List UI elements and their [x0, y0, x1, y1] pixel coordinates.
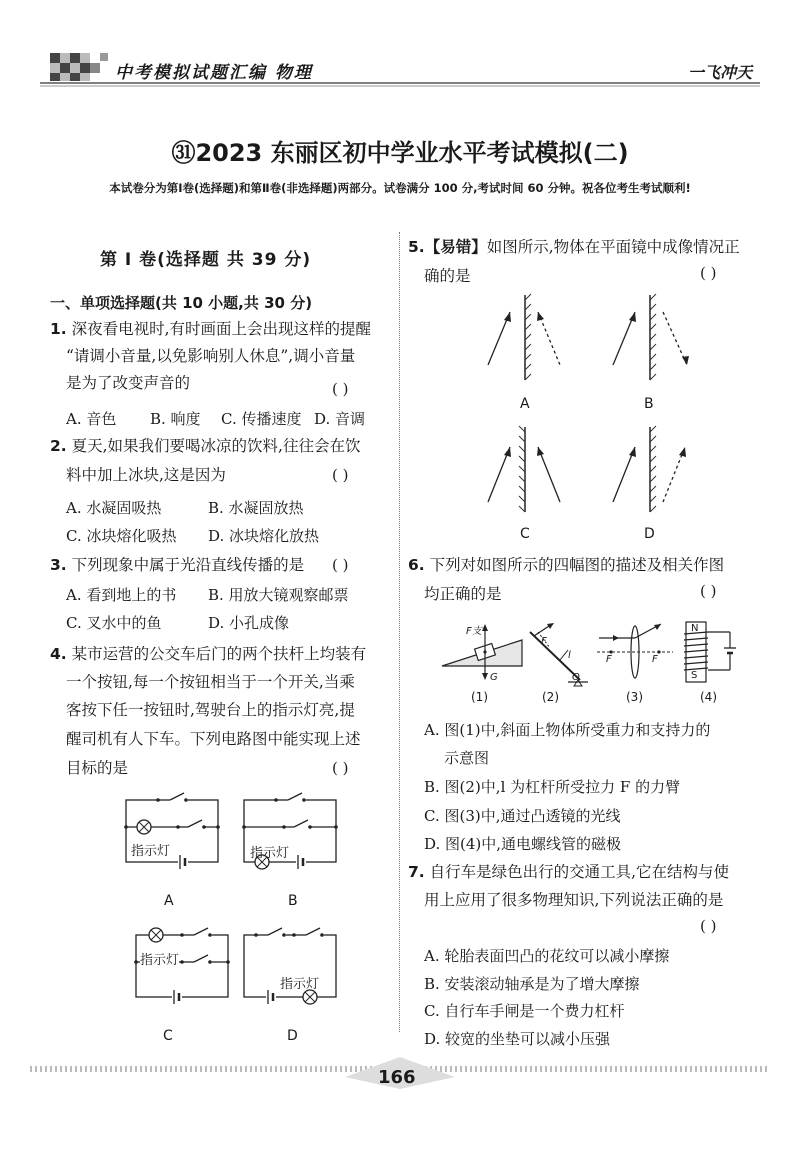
q2-option-a[interactable]: A. 水凝固吸热	[66, 499, 162, 517]
series-title: 中考模拟试题汇编 物理	[115, 63, 313, 83]
q6-option-d[interactable]: D. 图(4)中,通电螺线管的磁极	[424, 835, 622, 853]
page-number: 166	[378, 1067, 416, 1088]
mirror-figure-c[interactable]	[480, 422, 570, 517]
fig3-focus-left-label: F	[606, 654, 612, 665]
q5-line: 如图所示,物体在平面镜中成像情况正	[486, 238, 740, 256]
part1-title: 第 Ⅰ 卷(选择题 共 39 分)	[100, 250, 312, 270]
q2-line: 料中加上冰块,这是因为	[66, 466, 226, 484]
circuit-c-lamp-label: 指示灯	[140, 949, 179, 968]
q3-option-c[interactable]: C. 叉水中的鱼	[66, 614, 162, 632]
q7-answer-paren[interactable]: ( )	[700, 917, 717, 935]
q6-answer-paren[interactable]: ( )	[700, 582, 717, 600]
q5-number: 5.	[408, 238, 425, 256]
q2-option-d[interactable]: D. 冰块熔化放热	[208, 527, 320, 545]
exam-intro: 本试卷分为第Ⅰ卷(选择题)和第Ⅱ卷(非选择题)两部分。试卷满分 100 分,考试时间 60 分钟。祝各位考生考试顺利!	[109, 181, 691, 195]
mirror-figure-d[interactable]	[605, 422, 695, 517]
q1-line: 是为了改变声音的	[66, 374, 191, 392]
q6-option-b[interactable]: B. 图(2)中,l 为杠杆所受拉力 F 的力臂	[424, 778, 681, 796]
q7-option-d[interactable]: D. 较宽的坐垫可以减小压强	[424, 1030, 611, 1048]
brand-logo: 一飞冲天	[687, 63, 752, 82]
q1-number: 1.	[50, 320, 67, 338]
circuit-b-label: B	[288, 893, 298, 909]
circuit-a-lamp-label: 指示灯	[131, 844, 171, 859]
incline-figure[interactable]	[440, 618, 525, 688]
q2-number: 2.	[50, 437, 67, 455]
q4-line: 一个按钮,每一个按钮相当于一个开关,当乘	[66, 673, 355, 691]
q3-number: 3.	[50, 556, 67, 574]
q6-line: 均正确的是	[424, 585, 502, 603]
q7-option-a[interactable]: A. 轮胎表面凹凸的花纹可以减小摩擦	[424, 947, 670, 965]
fig3-label: (3)	[626, 690, 643, 704]
column-divider	[399, 232, 400, 1032]
q1-option-c[interactable]: C. 传播速度	[221, 410, 302, 428]
q6-line: 下列对如图所示的四幅图的描述及相关作图	[429, 556, 725, 574]
circuit-d-label: D	[287, 1028, 298, 1044]
q6-option-a-cont[interactable]: 示意图	[444, 749, 490, 767]
fig4-south-label: S	[691, 670, 698, 681]
mirror-d-label: D	[644, 526, 655, 542]
q1-option-b[interactable]: B. 响度	[150, 410, 201, 428]
exam-title	[0, 133, 800, 168]
exam-number: ㉛	[171, 139, 196, 167]
fig2-pivot-label: O	[572, 672, 580, 683]
mirror-a-label: A	[520, 396, 530, 412]
q3-line: 下列现象中属于光沿直线传播的是	[71, 556, 305, 574]
fig2-arm-label: l	[568, 650, 571, 661]
q3-option-d[interactable]: D. 小孔成像	[208, 614, 290, 632]
q7-number: 7.	[408, 863, 425, 881]
circuit-a-label: A	[164, 893, 174, 909]
q4-number: 4.	[50, 645, 67, 663]
exam-title-text: 2023 东丽区初中学业水平考试模拟(二)	[195, 139, 629, 167]
circuit-d-lamp-label: 指示灯	[280, 977, 320, 992]
mirror-figure-b[interactable]	[605, 290, 695, 385]
q2-line: 夏天,如果我们要喝冰凉的饮料,往往会在饮	[71, 437, 361, 455]
q1-line: 深夜看电视时,有时画面上会出现这样的提醒	[71, 320, 372, 338]
q2-option-c[interactable]: C. 冰块熔化吸热	[66, 527, 177, 545]
q6-number: 6.	[408, 556, 425, 574]
q2-answer-paren[interactable]: ( )	[332, 466, 349, 484]
q1-option-a[interactable]: A. 音色	[66, 410, 117, 428]
fig1-gravity-label: G	[490, 672, 498, 683]
fig1-label: (1)	[471, 690, 488, 704]
q4-line: 醒司机有人下车。下列电路图中能实现上述	[66, 730, 361, 748]
q5-answer-paren[interactable]: ( )	[700, 264, 717, 282]
q6-option-a[interactable]: A. 图(1)中,斜面上物体所受重力和支持力的	[424, 721, 711, 739]
circuit-b-lamp-label: 指示灯	[250, 846, 290, 861]
q3-option-a[interactable]: A. 看到地上的书	[66, 586, 177, 604]
q1-option-d[interactable]: D. 音调	[314, 410, 366, 428]
q3-answer-paren[interactable]: ( )	[332, 556, 349, 574]
q3-option-b[interactable]: B. 用放大镜观察邮票	[208, 586, 349, 604]
q1-answer-paren[interactable]: ( )	[332, 380, 349, 398]
q2-option-b[interactable]: B. 水凝固放热	[208, 499, 304, 517]
q7-option-c[interactable]: C. 自行车手闸是一个费力杠杆	[424, 1002, 625, 1020]
q1-line: “请调小音量,以免影响别人休息”,调小音量	[66, 347, 356, 365]
fig3-focus-right-label: F	[652, 654, 658, 665]
fig4-label: (4)	[700, 690, 717, 704]
fig2-label: (2)	[542, 690, 559, 704]
q5-line: 确的是	[424, 267, 471, 285]
q6-option-c[interactable]: C. 图(3)中,通过凸透镜的光线	[424, 807, 621, 825]
q7-line: 用上应用了很多物理知识,下列说法正确的是	[424, 891, 724, 909]
q5-tag: 【易错】	[424, 238, 487, 256]
fig2-force-label: F	[541, 636, 547, 647]
q7-option-b[interactable]: B. 安装滚动轴承是为了增大摩擦	[424, 975, 640, 993]
fig4-north-label: N	[691, 623, 699, 634]
q4-line: 目标的是	[66, 759, 129, 777]
q4-line: 客按下任一按钮时,驾驶台上的指示灯亮,提	[66, 701, 355, 719]
mirror-figure-a[interactable]	[480, 290, 570, 385]
q4-answer-paren[interactable]: ( )	[332, 759, 349, 777]
mirror-c-label: C	[520, 526, 530, 542]
q7-line: 自行车是绿色出行的交通工具,它在结构与使	[429, 863, 730, 881]
mirror-b-label: B	[644, 396, 654, 412]
circuit-d-figure[interactable]	[240, 925, 340, 1005]
q4-line: 某市运营的公交车后门的两个扶杆上均装有	[71, 645, 367, 663]
lens-figure[interactable]	[595, 618, 675, 686]
checker-pattern-icon	[50, 53, 108, 81]
section-title: 一、单项选择题(共 10 小题,共 30 分)	[50, 294, 313, 312]
fig1-support-force-label: F支	[466, 626, 482, 637]
circuit-c-label: C	[163, 1028, 173, 1044]
